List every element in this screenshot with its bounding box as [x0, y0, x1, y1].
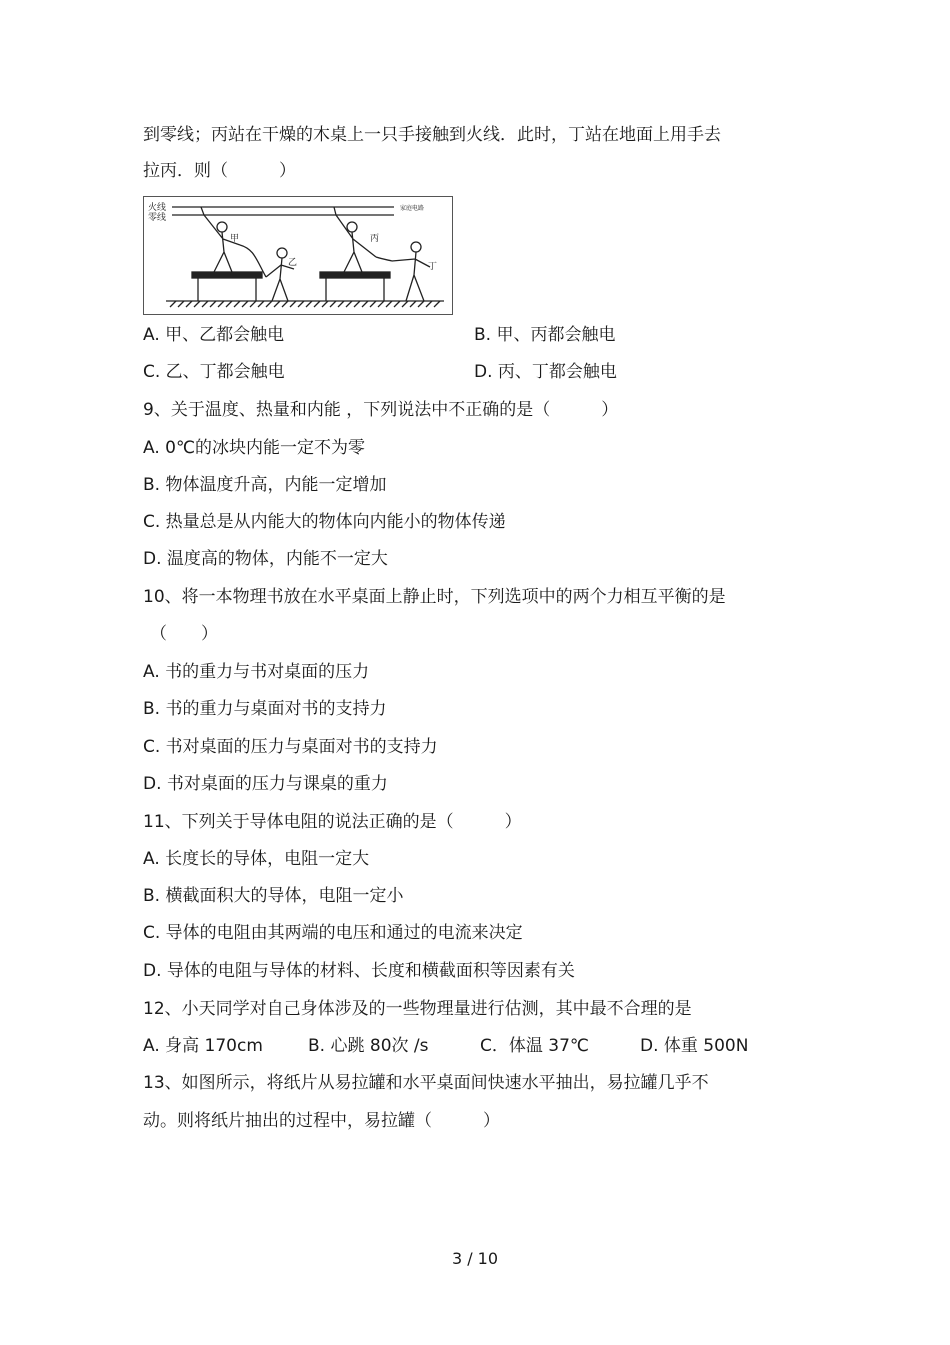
q9-option-b: B. 物体温度升高，内能一定增加 [143, 475, 387, 495]
q11-option-d: D. 导体的电阻与导体的材料、长度和横截面积等因素有关 [143, 961, 575, 981]
person-ding-label: 丁 [428, 262, 438, 272]
person-jia-label: 甲 [230, 234, 240, 244]
q12-option-c: C．体温 37℃ [480, 1036, 589, 1056]
person-bing-label: 丙 [370, 234, 380, 244]
q13-stem-line2: 动。则将纸片抽出的过程中，易拉罐（ ） [143, 1111, 500, 1131]
q8-option-b: B. 甲、丙都会触电 [474, 325, 616, 345]
q12-option-b: B. 心跳 80次 /s [308, 1036, 429, 1056]
q9-option-c: C. 热量总是从内能大的物体向内能小的物体传递 [143, 512, 506, 532]
circuit-figure [143, 196, 453, 315]
household-circuit-label: 家庭电路 [400, 205, 425, 212]
q9-stem: 9、关于温度、热量和内能 ，下列说法中不正确的是（ ） [143, 400, 619, 420]
page-number: 3 / 10 [451, 1249, 499, 1268]
q10-paren: （ ） [150, 624, 218, 644]
q8-option-c: C. 乙、丁都会触电 [143, 362, 285, 382]
q10-option-b: B. 书的重力与桌面对书的支持力 [143, 699, 387, 719]
zero-wire-label: 零线 [148, 213, 167, 223]
q8-stem-line2: 拉丙．则（ ） [143, 161, 296, 181]
q8-option-a: A. 甲、乙都会触电 [143, 325, 285, 345]
q10-option-c: C. 书对桌面的压力与桌面对书的支持力 [143, 737, 438, 757]
q12-option-d: D. 体重 500N [640, 1036, 749, 1056]
fire-wire-label: 火线 [148, 203, 167, 213]
q12-stem: 12、小天同学对自己身体涉及的一些物理量进行估测，其中最不合理的是 [143, 999, 692, 1019]
q10-stem: 10、将一本物理书放在水平桌面上静止时，下列选项中的两个力相互平衡的是 [143, 587, 726, 607]
q8-stem-line1: 到零线；丙站在干燥的木桌上一只手接触到火线．此时，丁站在地面上用手去 [143, 125, 721, 145]
q8-option-d: D. 丙、丁都会触电 [474, 362, 617, 382]
q9-option-a: A. 0℃的冰块内能一定不为零 [143, 438, 366, 458]
q10-option-a: A. 书的重力与书对桌面的压力 [143, 662, 370, 682]
q12-option-a: A. 身高 170cm [143, 1036, 263, 1056]
q10-option-d: D. 书对桌面的压力与课桌的重力 [143, 774, 388, 794]
q9-option-d: D. 温度高的物体，内能不一定大 [143, 549, 388, 569]
q13-stem-line1: 13、如图所示，将纸片从易拉罐和水平桌面间快速水平抽出，易拉罐几乎不 [143, 1073, 709, 1093]
q11-option-a: A. 长度长的导体，电阻一定大 [143, 849, 370, 869]
q11-option-b: B. 横截面积大的导体，电阻一定小 [143, 886, 404, 906]
circuit-illustration [144, 197, 452, 314]
q11-option-c: C. 导体的电阻由其两端的电压和通过的电流来决定 [143, 923, 523, 943]
person-yi-label: 乙 [288, 258, 298, 268]
q11-stem: 11、下列关于导体电阻的说法正确的是（ ） [143, 812, 522, 832]
